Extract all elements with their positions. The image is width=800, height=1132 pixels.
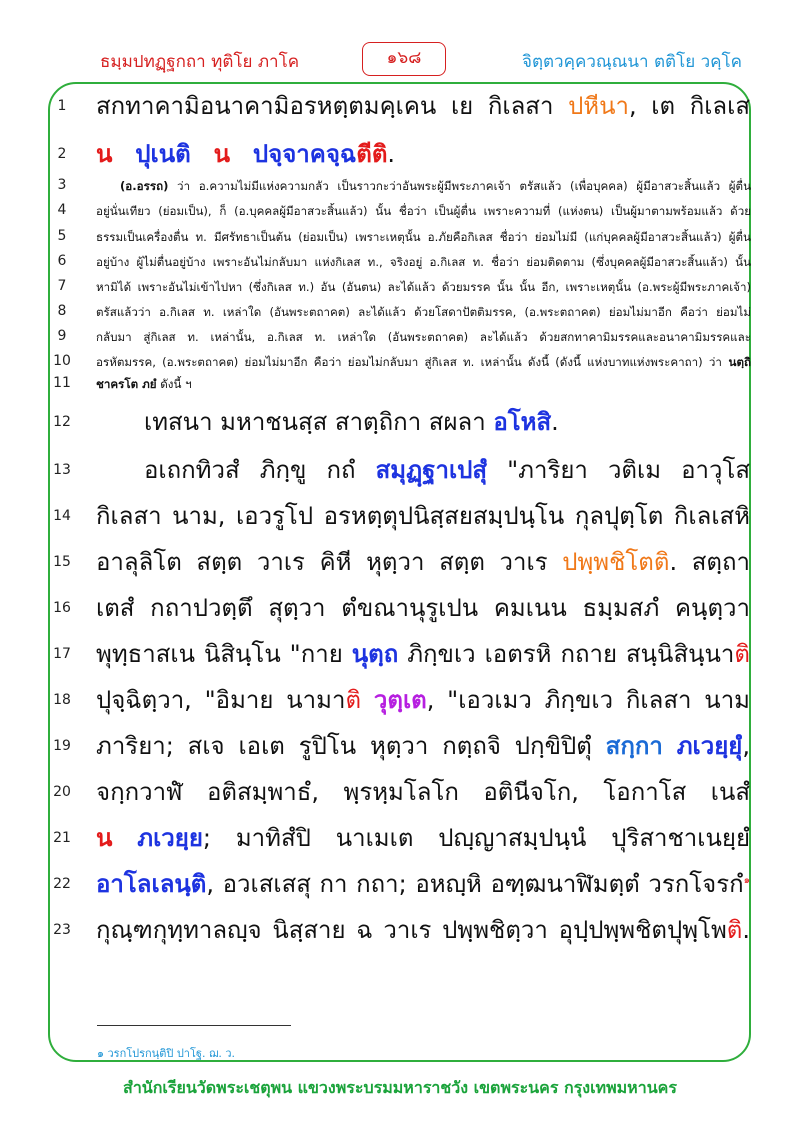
highlight-word: ติ	[726, 916, 743, 944]
text-segment: ภาริยา; สเจ เอเต รูปิโน หุตฺวา กตฺถจิ ปกฺขิปิตุํ	[96, 732, 592, 760]
line-number: 13	[53, 462, 71, 478]
text-segment: อเถกทิวสํ ภิกฺขู กถํ	[144, 456, 356, 484]
line-text: ตรัสแล้วว่า อ.กิเลส ท. เหล่าใด (อันพระตถาคต) ละได้แล้ว ด้วยโสดาปัตติมรรค, (อ.พระตถาคต) ย่อมไม่มาอีก คือว่า ย่อมไม่	[96, 305, 751, 319]
highlight-word: สมุฏฺฐาเปสุํ	[375, 456, 488, 484]
line-text	[96, 818, 750, 857]
text-line-12	[0, 402, 800, 442]
highlight-word: ปพฺพชิโตติ	[562, 548, 670, 576]
translation-line-9	[0, 325, 800, 351]
highlight-word: น	[96, 140, 113, 168]
text-line-16	[0, 588, 800, 628]
line-number: 21	[53, 830, 71, 846]
text-segment: กุณฺฑกุทฺทาลญฺจ นิสฺสาย ฉ วาเร ปพฺพชิตฺวา อุปฺปพฺพชิตปุพฺโพ	[96, 916, 727, 944]
page-number-badge: ๑๖๘	[362, 42, 446, 76]
translation-line-5	[0, 225, 800, 251]
text-segment: พุทฺธาสเน นิสินฺโน "กาย	[96, 640, 343, 668]
line-text	[96, 542, 750, 581]
line-text	[96, 376, 751, 394]
line-number: 11	[53, 375, 71, 391]
line-text	[96, 864, 750, 903]
line-number: 14	[53, 508, 71, 524]
line-text: อยู่บ้าง ผู้ไม่ตื่นอยู่บ้าง เพราะอันไม่กลับมา แห่งกิเลส ท., จริงอยู่ อ.กิเลส ท. ชื่อว่า ย่อมติดตาม (ซึ่งบุคคลผู้มีอาสวะสิ้นแล้ว) นั้น	[96, 255, 751, 269]
text-line-22	[0, 864, 800, 904]
text-segment: "ภาริยา วติเม อาวุโส	[507, 456, 750, 484]
line-text	[96, 450, 750, 489]
highlight-word: สกฺกา	[605, 732, 663, 760]
line-number: 18	[53, 692, 71, 708]
text-line-17	[0, 634, 800, 674]
text-segment: . สตฺถา	[669, 548, 750, 576]
text-line-15	[0, 542, 800, 582]
line-text: เตสํ กถาปวตฺตึ สุตฺวา ตํขณานุรูเปน คมเนน ธมฺมสภํ คนฺตฺวา	[96, 594, 750, 622]
line-text	[96, 86, 750, 125]
text-line-14	[0, 496, 800, 536]
line-number: 7	[57, 278, 67, 294]
text-segment: .	[387, 140, 396, 168]
line-text	[96, 910, 750, 949]
footer-institution: สำนักเรียนวัดพระเชตุพน แขวงพระบรมมหาราชวัง เขตพระนคร กรุงเทพมหานคร	[123, 1078, 677, 1097]
line-number: 5	[57, 228, 67, 244]
text-segment: , อวเสเสสุ กา กถา; อหญฺหิ อฑฺฒนาฬิมตฺตํ วรกโจรกํ	[206, 870, 744, 898]
line-text: กลับมา สู่กิเลส ท. เหล่านั้น, อ.กิเลส ท. เหล่าใด (อันพระตถาคต) ละได้แล้ว ด้วยสกทาคามิมรรคและอนาคามิมรรคและ	[96, 330, 751, 344]
line-text	[96, 178, 751, 196]
line-number: 3	[57, 177, 67, 193]
footnote-text: ๑ วรกโปรกนฺติปิ ปาโฐ. ฌ. ว.	[97, 1047, 236, 1060]
line-text	[96, 726, 750, 765]
text-segment: ดังนี้ ฯ	[156, 377, 192, 391]
text-line-21	[0, 818, 800, 858]
text-segment: .	[551, 408, 559, 436]
text-segment: , เต กิเลเส	[629, 92, 750, 120]
line-number: 8	[57, 303, 67, 319]
text-segment: ว่า อ.ความไม่มีแห่งความกลัว เป็นราวกะว่าอันพระผู้มีพระภาคเจ้า ตรัสแล้ว (เพื่อบุคคล) ผู้มีอาสวะสิ้นแล้ว ผู้ตื่น	[168, 179, 751, 193]
line-number: 10	[53, 353, 71, 369]
text-segment: สกทาคามิอนาคามิอรหตฺตมคฺเคน เย กิเลสา	[96, 92, 554, 120]
line-text	[96, 634, 750, 673]
text-segment: ภิกฺขเว เอตรหิ กถาย สนฺนิสินฺนา	[398, 640, 735, 668]
line-text: จกฺกวาฬํ อติสมฺพาธํ, พฺรหฺมโลโก อตินีจโก, โอกาโส เนสํ	[96, 778, 750, 806]
text-segment: อรหัตมรรค, (อ.พระตถาคต) ย่อมไม่มาอีก คือว่า ย่อมไม่กลับมา สู่กิเลส ท. เหล่านั้น ดังนี้ (ดังนี้ แห่งบาทแห่งพระคาถา) ว่า	[96, 355, 722, 369]
line-number: 17	[53, 646, 71, 662]
highlight-word: ปจฺจาคจฺฉ	[252, 140, 357, 168]
line-number: 12	[53, 414, 71, 430]
line-text: กิเลสา นาม, เอวรูโป อรหตฺตุปนิสฺสยสมฺปนฺโน กุลปุตฺโต กิเลเสหิ	[96, 502, 750, 530]
translation-line-7	[0, 275, 800, 301]
text-segment: อาลุลิโต สตฺต วาเร คิหี หุตฺวา สตฺต วาเร	[96, 548, 548, 576]
line-number: 9	[57, 328, 67, 344]
highlight-word: นุตฺถ	[351, 640, 399, 668]
header-chapter-title: จิตฺตวคฺควณฺณนา ตติโย วคฺโค	[522, 52, 742, 72]
footnote-marker: ๑	[743, 875, 750, 886]
text-line-20	[0, 772, 800, 812]
highlight-word: ตีติ	[356, 140, 388, 168]
line-number: 15	[53, 554, 71, 570]
line-number: 4	[57, 202, 67, 218]
highlight-word: น	[96, 824, 113, 852]
text-segment: , "เอวเมว ภิกฺขเว กิเลสา นาม	[426, 686, 750, 714]
text-segment: ; มาทิสํปิ นาเมเต ปญฺญาสมฺปนฺนํ ปุริสาชาเนยฺยํ	[202, 824, 750, 852]
highlight-word: ติ	[734, 640, 750, 668]
line-text	[96, 354, 751, 372]
line-text: ธรรมเป็นเครื่องตื่น ท. มีศรัทธาเป็นต้น (ย่อมเป็น) เพราะเหตุนั้น อ.ภัยคือกิเลส ชื่อว่า ย่อมไม่มี (แก่บุคคลผู้มีอาสวะสิ้นแล้ว) ผู้ตื่น	[96, 230, 751, 244]
line-text: อยู่นั่นเทียว (ย่อมเป็น), ก็ (อ.บุคคลผู้มีอาสวะสิ้นแล้ว) นั้น ชื่อว่า เป็นผู้ตื่น เพราะความที่ (แห่งตน) เป็นผู้มาตามพร้อมแล้ว ด้วย	[96, 204, 751, 218]
translation-line-4	[0, 199, 800, 225]
highlight-word: วุตฺเต	[373, 686, 427, 714]
translation-line-11	[0, 372, 800, 398]
line-number: 19	[53, 738, 71, 754]
line-text	[96, 402, 750, 441]
highlight-word: น	[213, 140, 231, 168]
text-segment: เทสนา มหาชนสฺส สาตฺถิกา สผลา	[144, 408, 486, 436]
line-number: 20	[53, 784, 71, 800]
line-text	[96, 680, 750, 719]
text-segment: ปุจฺฉิตฺวา, "อิมาย นามา	[96, 686, 346, 714]
highlight-word: ปุเนติ	[135, 140, 191, 168]
header-book-title: ธมฺมปทฏฺฐกถา ทุติโย ภาโค	[100, 52, 300, 72]
highlight-word: ภเวยฺย	[137, 824, 203, 852]
footnote-divider	[97, 1025, 291, 1026]
text-segment: ชาครโต ภยํ	[96, 377, 157, 391]
line-number: 1	[57, 98, 67, 114]
translation-line-3	[0, 174, 800, 200]
highlight-word: ภเวยฺยุํ	[676, 732, 743, 760]
text-line-1	[0, 86, 800, 126]
translation-line-6	[0, 250, 800, 276]
highlight-word: อาโลเลนฺติ	[96, 870, 207, 898]
line-number: 16	[53, 600, 71, 616]
text-segment: นตฺถิ	[721, 355, 751, 369]
text-line-23	[0, 910, 800, 950]
line-number: 6	[57, 253, 67, 269]
line-text: หามิได้ เพราะอันไม่เข้าไปหา (ซึ่งกิเลส ท.) อัน (อันตน) ละได้แล้ว ด้วยมรรค นั้น นั้น อีก, เพราะเหตุนั้น (อ.พระผู้มีพระภาคเจ้า)	[96, 280, 751, 294]
text-line-2	[0, 134, 800, 174]
line-number: 2	[57, 146, 67, 162]
line-number: 23	[53, 922, 71, 938]
text-line-18	[0, 680, 800, 720]
line-number: 22	[53, 876, 71, 892]
text-segment: ,	[742, 732, 750, 760]
line-text	[96, 134, 750, 173]
highlight-word: ติ	[345, 686, 362, 714]
text-segment: (อ.อรรถ)	[120, 179, 169, 193]
text-segment: .	[742, 916, 750, 944]
text-line-13	[0, 450, 800, 490]
highlight-word: อโหสิ	[493, 408, 552, 436]
highlight-word: ปหีนา	[568, 92, 629, 120]
text-line-19	[0, 726, 800, 766]
translation-line-8	[0, 300, 800, 326]
